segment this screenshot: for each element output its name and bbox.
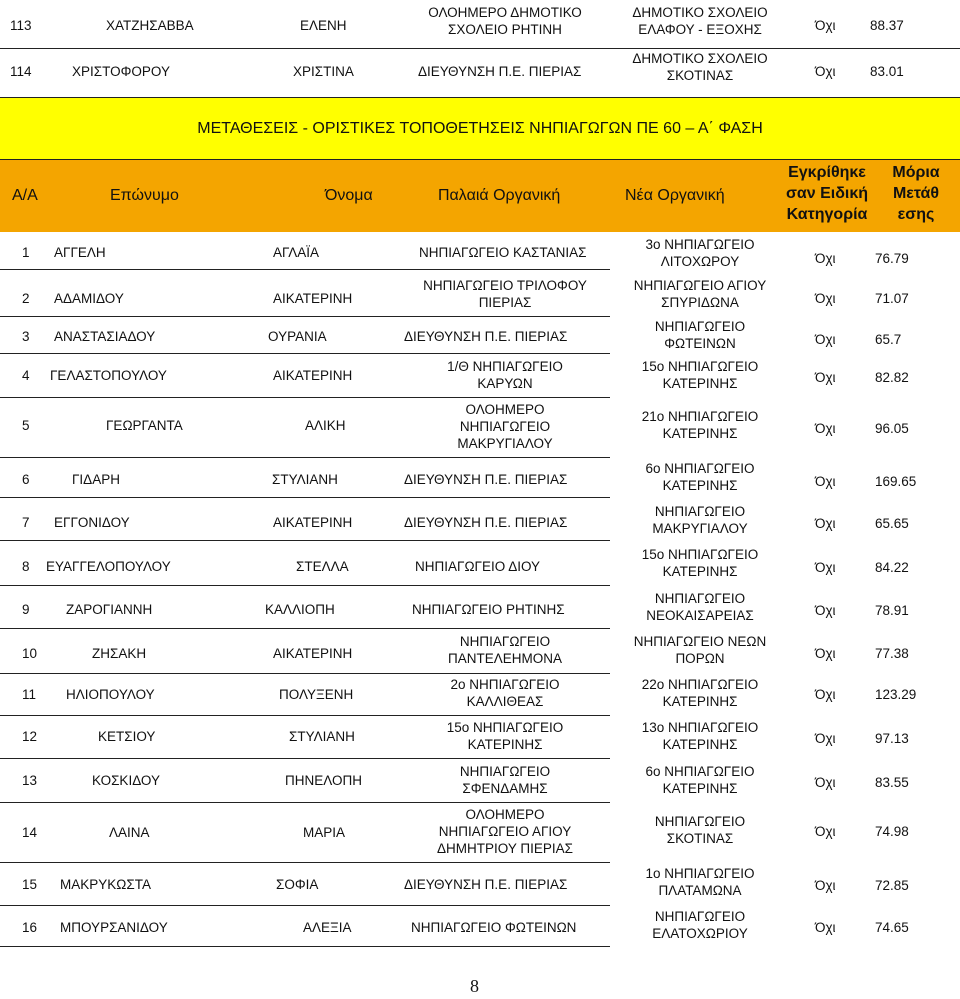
row-approved: Όχι: [815, 645, 836, 661]
row-surname: ΓΙΔΑΡΗ: [72, 471, 120, 487]
row-points: 78.91: [875, 602, 909, 618]
row-approved: Όχι: [815, 17, 836, 33]
section-banner: ΜΕΤΑΘΕΣΕΙΣ - ΟΡΙΣΤΙΚΕΣ ΤΟΠΟΘΕΤΗΣΕΙΣ ΝΗΠΙΑΓΩΓΩΝ ΠΕ 60 – Α΄ ΦΑΣΗ: [0, 97, 960, 160]
header-approved-l2: σαν Ειδική: [785, 185, 869, 202]
row-old-org-line1: ΝΗΠΙΑΓΩΓΕΙΟ ΚΑΣΤΑΝΙΑΣ: [419, 244, 587, 260]
row-surname: ΧΡΙΣΤΟΦΟΡΟΥ: [72, 63, 170, 79]
row-new-org-line2: ΣΚΟΤΙΝΑΣ: [666, 68, 734, 83]
header-new-org: Νέα Οργανική: [625, 187, 725, 204]
header-approved-l1: Εγκρίθηκε: [788, 164, 866, 181]
row-new-org-line1: 21ο ΝΗΠΙΑΓΩΓΕΙΟ: [641, 409, 759, 424]
row-new-org-line2: ΚΑΤΕΡΙΝΗΣ: [662, 478, 738, 493]
row-new-org-line1: ΝΗΠΙΑΓΩΓΕΙΟ ΑΓΙΟΥ: [633, 278, 767, 293]
row-approved: Όχι: [815, 877, 836, 893]
row-points: 74.65: [875, 919, 909, 935]
row-divider: [0, 397, 610, 398]
row-aa: 11: [22, 686, 37, 702]
row-surname: ΛΑΙΝΑ: [109, 824, 150, 840]
row-points: 83.01: [870, 63, 904, 79]
row-approved: Όχι: [815, 250, 836, 266]
row-approved: Όχι: [815, 420, 836, 436]
row-new-org-line1: ΝΗΠΙΑΓΩΓΕΙΟ: [654, 504, 746, 519]
row-old-org-line1: ΔΙΕΥΘΥΝΣΗ Π.Ε. ΠΙΕΡΙΑΣ: [404, 471, 568, 487]
row-approved: Όχι: [815, 774, 836, 790]
row-divider: [0, 862, 610, 863]
row-new-org-line1: 3ο ΝΗΠΙΑΓΩΓΕΙΟ: [645, 237, 755, 252]
row-divider: [0, 457, 610, 458]
header-points-l2: Μετάθ: [892, 185, 940, 202]
row-name: ΠΗΝΕΛΟΠΗ: [285, 772, 362, 788]
header-points-l1: Μόρια: [892, 164, 940, 181]
header-approved-l3: Κατηγορία: [786, 206, 868, 223]
row-divider: [0, 540, 610, 541]
row-surname: ΜΠΟΥΡΣΑΝΙΔΟΥ: [60, 919, 168, 935]
row-name: ΑΙΚΑΤΕΡΙΝΗ: [273, 514, 353, 530]
row-points: 84.22: [875, 559, 909, 575]
row-points: 123.29: [875, 686, 917, 702]
row-surname: ΖΗΣΑΚΗ: [92, 645, 147, 661]
row-old-org-line1: 2ο ΝΗΠΙΑΓΩΓΕΙΟ: [450, 677, 560, 692]
row-aa: 15: [22, 876, 38, 892]
row-surname: ΑΓΓΕΛΗ: [54, 244, 106, 260]
row-old-org-line1: ΔΙΕΥΘΥΝΣΗ Π.Ε. ΠΙΕΡΙΑΣ: [404, 328, 568, 344]
row-old-org-line1: ΔΙΕΥΘΥΝΣΗ Π.Ε. ΠΙΕΡΙΑΣ: [404, 876, 568, 892]
row-new-org-line2: ΣΠΥΡΙΔΩΝΑ: [661, 295, 739, 310]
row-old-org-line1: ΝΗΠΙΑΓΩΓΕΙΟ ΦΩΤΕΙΝΩΝ: [411, 919, 577, 935]
row-divider: [0, 758, 610, 759]
row-old-org-line2: ΚΑΛΛΙΘΕΑΣ: [466, 694, 544, 709]
row-name: ΑΙΚΑΤΕΡΙΝΗ: [273, 645, 353, 661]
row-surname: ΗΛΙΟΠΟΥΛΟΥ: [66, 686, 155, 702]
row-new-org-line2: ΚΑΤΕΡΙΝΗΣ: [662, 694, 738, 709]
row-aa: 6: [22, 471, 30, 487]
row-old-org-line1: ΝΗΠΙΑΓΩΓΕΙΟ ΤΡΙΛΟΦΟΥ: [423, 278, 587, 293]
row-aa: 2: [22, 290, 30, 306]
row-new-org-line2: ΕΛΑΦΟΥ - ΕΞΟΧΗΣ: [638, 22, 762, 37]
row-points: 76.79: [875, 250, 909, 266]
row-old-org-line1: ΟΛΟΗΜΕΡΟ: [465, 807, 545, 822]
row-name: ΑΙΚΑΤΕΡΙΝΗ: [273, 290, 353, 306]
row-points: 77.38: [875, 645, 909, 661]
row-divider: [0, 269, 610, 270]
row-new-org-line2: ΜΑΚΡΥΓΙΑΛΟΥ: [652, 521, 748, 536]
row-new-org-line1: 22ο ΝΗΠΙΑΓΩΓΕΙΟ: [641, 677, 759, 692]
row-name: ΜΑΡΙΑ: [303, 824, 346, 840]
row-aa: 3: [22, 328, 30, 344]
row-approved: Όχι: [815, 730, 836, 746]
row-new-org-line2: ΦΩΤΕΙΝΩΝ: [664, 336, 736, 351]
row-old-org-line1: 15ο ΝΗΠΙΑΓΩΓΕΙΟ: [446, 720, 564, 735]
row-new-org-line2: ΠΟΡΩΝ: [675, 651, 725, 666]
row-approved: Όχι: [815, 919, 836, 935]
row-aa: 12: [22, 728, 38, 744]
row-surname: ΧΑΤΖΗΣΑΒΒΑ: [106, 17, 194, 33]
row-old-org-line3: ΜΑΚΡΥΓΙΑΛΟΥ: [457, 436, 553, 451]
row-divider: [0, 905, 610, 906]
row-divider: [0, 316, 610, 317]
row-old-org-line2: ΠΙΕΡΙΑΣ: [478, 295, 532, 310]
row-name: ΠΟΛΥΞΕΝΗ: [279, 686, 354, 702]
row-approved: Όχι: [815, 290, 836, 306]
row-aa: 9: [22, 601, 30, 617]
row-points: 88.37: [870, 17, 904, 33]
row-new-org-line2: ΚΑΤΕΡΙΝΗΣ: [662, 376, 738, 391]
row-new-org-line1: ΝΗΠΙΑΓΩΓΕΙΟ: [654, 814, 746, 829]
row-aa: 4: [22, 367, 30, 383]
row-new-org-line1: ΝΗΠΙΑΓΩΓΕΙΟ: [654, 591, 746, 606]
row-points: 83.55: [875, 774, 909, 790]
row-old-org-line2: ΠΑΝΤΕΛΕΗΜΟΝΑ: [447, 651, 563, 666]
row-points: 65.7: [875, 331, 902, 347]
row-new-org-line2: ΕΛΑΤΟΧΩΡΙΟΥ: [652, 926, 748, 941]
row-aa: 8: [22, 558, 30, 574]
row-surname: ΚΟΣΚΙΔΟΥ: [92, 772, 160, 788]
row-divider: [0, 802, 610, 803]
row-new-org-line1: 1ο ΝΗΠΙΑΓΩΓΕΙΟ: [645, 866, 755, 881]
row-points: 82.82: [875, 369, 909, 385]
header-aa: Α/Α: [12, 187, 38, 204]
row-approved: Όχι: [815, 369, 836, 385]
row-aa: 7: [22, 514, 30, 530]
row-approved: Όχι: [815, 602, 836, 618]
row-new-org-line1: 6ο ΝΗΠΙΑΓΩΓΕΙΟ: [645, 461, 755, 476]
row-old-org-line1: 1/Θ ΝΗΠΙΑΓΩΓΕΙΟ: [447, 359, 563, 374]
row-approved: Όχι: [815, 63, 836, 79]
row-old-org-line1: ΝΗΠΙΑΓΩΓΕΙΟ: [459, 634, 551, 649]
row-aa: 16: [22, 919, 38, 935]
row-old-org-line2: ΝΗΠΙΑΓΩΓΕΙΟ: [459, 419, 551, 434]
row-old-org-line2: ΚΑΤΕΡΙΝΗΣ: [467, 737, 543, 752]
row-divider: [0, 48, 960, 49]
row-divider: [0, 585, 610, 586]
row-old-org-line1: ΝΗΠΙΑΓΩΓΕΙΟ ΔΙΟΥ: [415, 558, 541, 574]
header-old-org: Παλαιά Οργανική: [438, 187, 561, 204]
row-aa: 114: [10, 63, 32, 79]
row-new-org-line1: ΝΗΠΙΑΓΩΓΕΙΟ: [654, 909, 746, 924]
row-approved: Όχι: [815, 823, 836, 839]
row-name: ΑΛΕΞΙΑ: [303, 919, 352, 935]
row-approved: Όχι: [815, 331, 836, 347]
row-approved: Όχι: [815, 686, 836, 702]
row-divider: [0, 673, 610, 674]
row-name: ΑΓΛΑΪΑ: [273, 244, 319, 260]
row-name: ΑΛΙΚΗ: [305, 417, 346, 433]
row-divider: [0, 715, 610, 716]
row-old-org-line1: ΝΗΠΙΑΓΩΓΕΙΟ: [459, 764, 551, 779]
row-surname: ΖΑΡΟΓΙΑΝΝΗ: [66, 601, 153, 617]
row-old-org-line1: ΔΙΕΥΘΥΝΣΗ Π.Ε. ΠΙΕΡΙΑΣ: [404, 514, 568, 530]
row-points: 169.65: [875, 473, 917, 489]
row-new-org-line1: ΝΗΠΙΑΓΩΓΕΙΟ: [654, 319, 746, 334]
row-name: ΣΤΥΛΙΑΝΗ: [272, 471, 338, 487]
row-new-org-line1: 15ο ΝΗΠΙΑΓΩΓΕΙΟ: [641, 359, 759, 374]
row-surname: ΚΕΤΣΙΟΥ: [98, 728, 156, 744]
row-new-org-line1: 15ο ΝΗΠΙΑΓΩΓΕΙΟ: [641, 547, 759, 562]
row-old-org-line3: ΔΗΜΗΤΡΙΟΥ ΠΙΕΡΙΑΣ: [437, 841, 573, 856]
row-surname: ΑΝΑΣΤΑΣΙΑΔΟΥ: [54, 328, 156, 344]
row-name: ΚΑΛΛΙΟΠΗ: [265, 601, 335, 617]
row-aa: 5: [22, 417, 30, 433]
row-new-org-line2: ΛΙΤΟΧΩΡΟΥ: [660, 254, 740, 269]
row-name: ΑΙΚΑΤΕΡΙΝΗ: [273, 367, 353, 383]
row-surname: ΑΔΑΜΙΔΟΥ: [54, 290, 124, 306]
row-points: 74.98: [875, 823, 909, 839]
row-new-org-line2: ΝΕΟΚΑΙΣΑΡΕΙΑΣ: [646, 608, 754, 623]
row-name: ΣΟΦΙΑ: [276, 876, 319, 892]
row-old-org-line2: ΣΧΟΛΕΙΟ ΡΗΤΙΝΗ: [448, 22, 562, 37]
row-points: 96.05: [875, 420, 909, 436]
row-surname: ΜΑΚΡΥΚΩΣΤΑ: [60, 876, 151, 892]
row-new-org-line2: ΚΑΤΕΡΙΝΗΣ: [662, 737, 738, 752]
row-name: ΣΤΕΛΛΑ: [296, 558, 349, 574]
row-new-org-line2: ΠΛΑΤΑΜΩΝΑ: [658, 883, 742, 898]
row-old-org-line1: ΔΙΕΥΘΥΝΣΗ Π.Ε. ΠΙΕΡΙΑΣ: [418, 63, 582, 79]
row-new-org-line2: ΚΑΤΕΡΙΝΗΣ: [662, 564, 738, 579]
row-aa: 113: [10, 17, 32, 33]
row-new-org-line1: ΔΗΜΟΤΙΚΟ ΣΧΟΛΕΙΟ: [632, 5, 768, 20]
row-points: 71.07: [875, 290, 909, 306]
header-name: Όνομα: [325, 187, 373, 204]
row-approved: Όχι: [815, 473, 836, 489]
row-divider: [0, 353, 610, 354]
row-surname: ΓΕΩΡΓΑΝΤΑ: [106, 417, 183, 433]
row-name: ΣΤΥΛΙΑΝΗ: [289, 728, 355, 744]
row-surname: ΓΕΛΑΣΤΟΠΟΥΛΟΥ: [50, 367, 167, 383]
row-name: ΧΡΙΣΤΙΝΑ: [293, 63, 354, 79]
header-points-l3: εσης: [897, 206, 935, 223]
row-old-org-line1: ΟΛΟΗΜΕΡΟ: [465, 402, 545, 417]
row-approved: Όχι: [815, 559, 836, 575]
row-old-org-line2: ΣΦΕΝΔΑΜΗΣ: [462, 781, 548, 796]
row-aa: 1: [22, 244, 30, 260]
row-name: ΕΛΕΝΗ: [300, 17, 347, 33]
row-new-org-line2: ΚΑΤΕΡΙΝΗΣ: [662, 426, 738, 441]
row-old-org-line1: ΝΗΠΙΑΓΩΓΕΙΟ ΡΗΤΙΝΗΣ: [412, 601, 565, 617]
row-points: 72.85: [875, 877, 909, 893]
row-divider: [0, 946, 610, 947]
row-new-org-line2: ΣΚΟΤΙΝΑΣ: [666, 831, 734, 846]
row-new-org-line1: 6ο ΝΗΠΙΑΓΩΓΕΙΟ: [645, 764, 755, 779]
row-approved: Όχι: [815, 515, 836, 531]
page-number: 8: [470, 976, 479, 996]
row-new-org-line1: ΝΗΠΙΑΓΩΓΕΙΟ ΝΕΩΝ: [633, 634, 767, 649]
row-old-org-line2: ΝΗΠΙΑΓΩΓΕΙΟ ΑΓΙΟΥ: [438, 824, 572, 839]
row-surname: ΕΓΓΟΝΙΔΟΥ: [54, 514, 130, 530]
row-divider: [0, 497, 610, 498]
row-aa: 14: [22, 824, 38, 840]
row-aa: 10: [22, 645, 38, 661]
row-old-org-line1: ΟΛΟΗΜΕΡΟ ΔΗΜΟΤΙΚΟ: [428, 5, 582, 20]
row-surname: ΕΥΑΓΓΕΛΟΠΟΥΛΟΥ: [46, 558, 171, 574]
row-new-org-line1: ΔΗΜΟΤΙΚΟ ΣΧΟΛΕΙΟ: [632, 51, 768, 66]
header-surname: Επώνυμο: [110, 187, 179, 204]
row-aa: 13: [22, 772, 38, 788]
row-points: 97.13: [875, 730, 909, 746]
row-new-org-line1: 13ο ΝΗΠΙΑΓΩΓΕΙΟ: [641, 720, 759, 735]
row-points: 65.65: [875, 515, 909, 531]
row-new-org-line2: ΚΑΤΕΡΙΝΗΣ: [662, 781, 738, 796]
row-old-org-line2: ΚΑΡΥΩΝ: [477, 376, 533, 391]
row-divider: [0, 628, 610, 629]
row-name: ΟΥΡΑΝΙΑ: [268, 328, 327, 344]
